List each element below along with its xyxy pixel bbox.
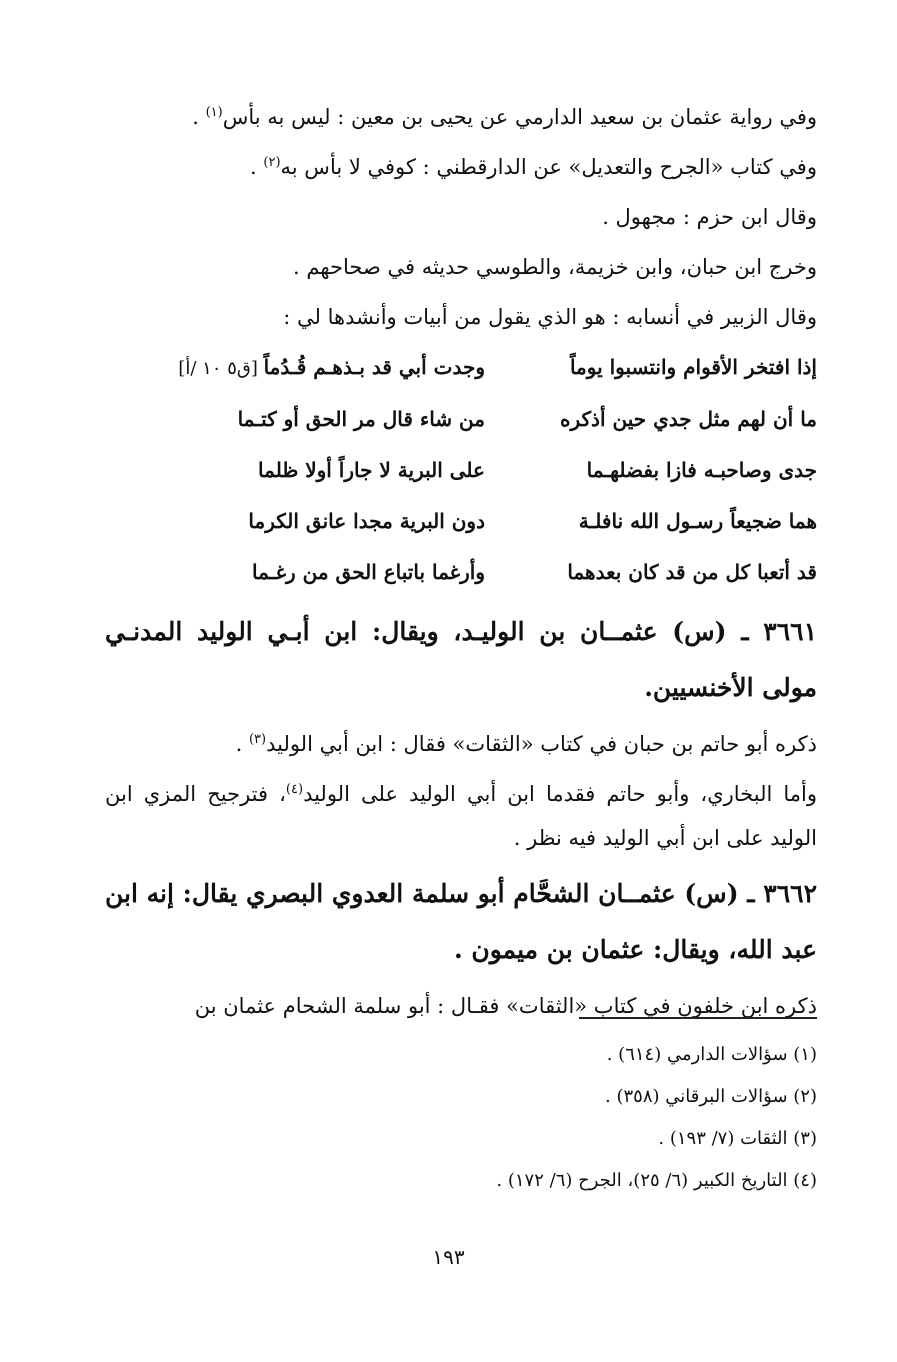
entry-paragraph: وأما البخاري، وأبو حاتم فقدما ابن أبي الوليد على الوليد$^{(٤)}$، فترجيح المزي ابن الوليد على ابن أبي الوليد فيه نظر . xyxy=(105,782,818,850)
verse-first-hemistich: ما أن لهم مثل جدي حين أذكره xyxy=(560,407,817,431)
page-number: ١٩٣ xyxy=(432,1245,465,1269)
verse-first-hemistich: جدى وصاحبـه فازا بفضلهـما xyxy=(586,458,817,482)
poem-verse xyxy=(105,445,817,496)
entry-paragraph: ذكره أبو حاتم بن حبان في كتاب «الثقات» فقال : ابن أبي الوليد$^{(٣)}$ . xyxy=(235,732,817,756)
footnote: (٤) التاريخ الكبير (٦/ ٢٥)، الجرح (٦/ ١٧٢) . xyxy=(496,1170,817,1191)
verse-first-hemistich: قد أتعبا كل من قد كان بعدهما xyxy=(567,560,817,584)
verse-second-hemistich: وأرغما باتباع الحق من رغـما xyxy=(252,560,485,584)
footnote: (١) سؤالات الدارمي (٦١٤) . xyxy=(606,1044,817,1065)
verse-first-hemistich: هما ضجيعاً رسـول الله نافلـة xyxy=(578,509,817,533)
text-line: وخرج ابن حبان، وابن خزيمة، والطوسي حديثه في صحاحهم . xyxy=(293,255,817,279)
entry-paragraph: ذكره ابن خلفون في كتاب «الثقات» فقـال : أبو سلمة الشحام عثمان بن xyxy=(194,994,817,1018)
poem-verse xyxy=(105,342,817,394)
poem xyxy=(105,342,817,598)
footnote: (٣) الثقات (٧/ ١٩٣) . xyxy=(658,1128,817,1149)
entry-heading: ٣٦٦١ ـ (س) عثمــان بن الوليـد، ويقال: ابن أبـي الوليد المدنـي مولى الأخنسيين. xyxy=(105,617,817,702)
folio-marker: [ق٥ ١٠ /أ] xyxy=(178,358,264,379)
page-body xyxy=(105,92,817,1028)
verse-first-hemistich: إذا افتخر الأقوام وانتسبوا يوماً xyxy=(569,355,817,379)
poem-verse xyxy=(105,547,817,598)
footnote-separator xyxy=(579,1017,817,1019)
poem-verse xyxy=(105,394,817,445)
verse-second-hemistich: على البرية لا جاراً أولا ظلما xyxy=(258,458,485,482)
poem-verse xyxy=(105,496,817,547)
entry-heading: ٣٦٦٢ ـ (س) عثمــان الشحَّام أبو سلمة العدوي البصري يقال: إنه ابن عبد الله، ويقال: عثمان بن ميمون . xyxy=(105,879,817,964)
verse-second-hemistich: من شاء قال مر الحق أو كتـما xyxy=(237,407,485,431)
footnote-ref: (١) xyxy=(205,105,223,120)
footnote-ref: (٣) xyxy=(248,732,267,747)
verse-second-hemistich: وجدت أبي قد بـذهـم قُـدُماً [ق٥ ١٠ /أ] xyxy=(178,355,485,379)
footnote-ref: (٢) xyxy=(263,155,281,170)
text-line: وقال الزبير في أنسابه : هو الذي يقول من أبيات وأنشدها لي : xyxy=(283,305,817,329)
footnote-ref: (٤) xyxy=(285,782,304,797)
footnotes xyxy=(105,1034,817,1202)
text-line: وفي كتاب «الجرح والتعديل» عن الدارقطني : كوفي لا بأس به$^{(٢)}$ . xyxy=(250,155,817,179)
verse-second-hemistich: دون البرية مجدا عانق الكرما xyxy=(248,509,485,533)
footnote: (٢) سؤالات البرقاني (٣٥٨) . xyxy=(605,1086,817,1107)
text-line: وقال ابن حزم : مجهول . xyxy=(602,205,817,229)
text-line: وفي رواية عثمان بن سعيد الدارمي عن يحيى بن معين : ليس به بأس$^{(١)}$ . xyxy=(192,105,817,129)
